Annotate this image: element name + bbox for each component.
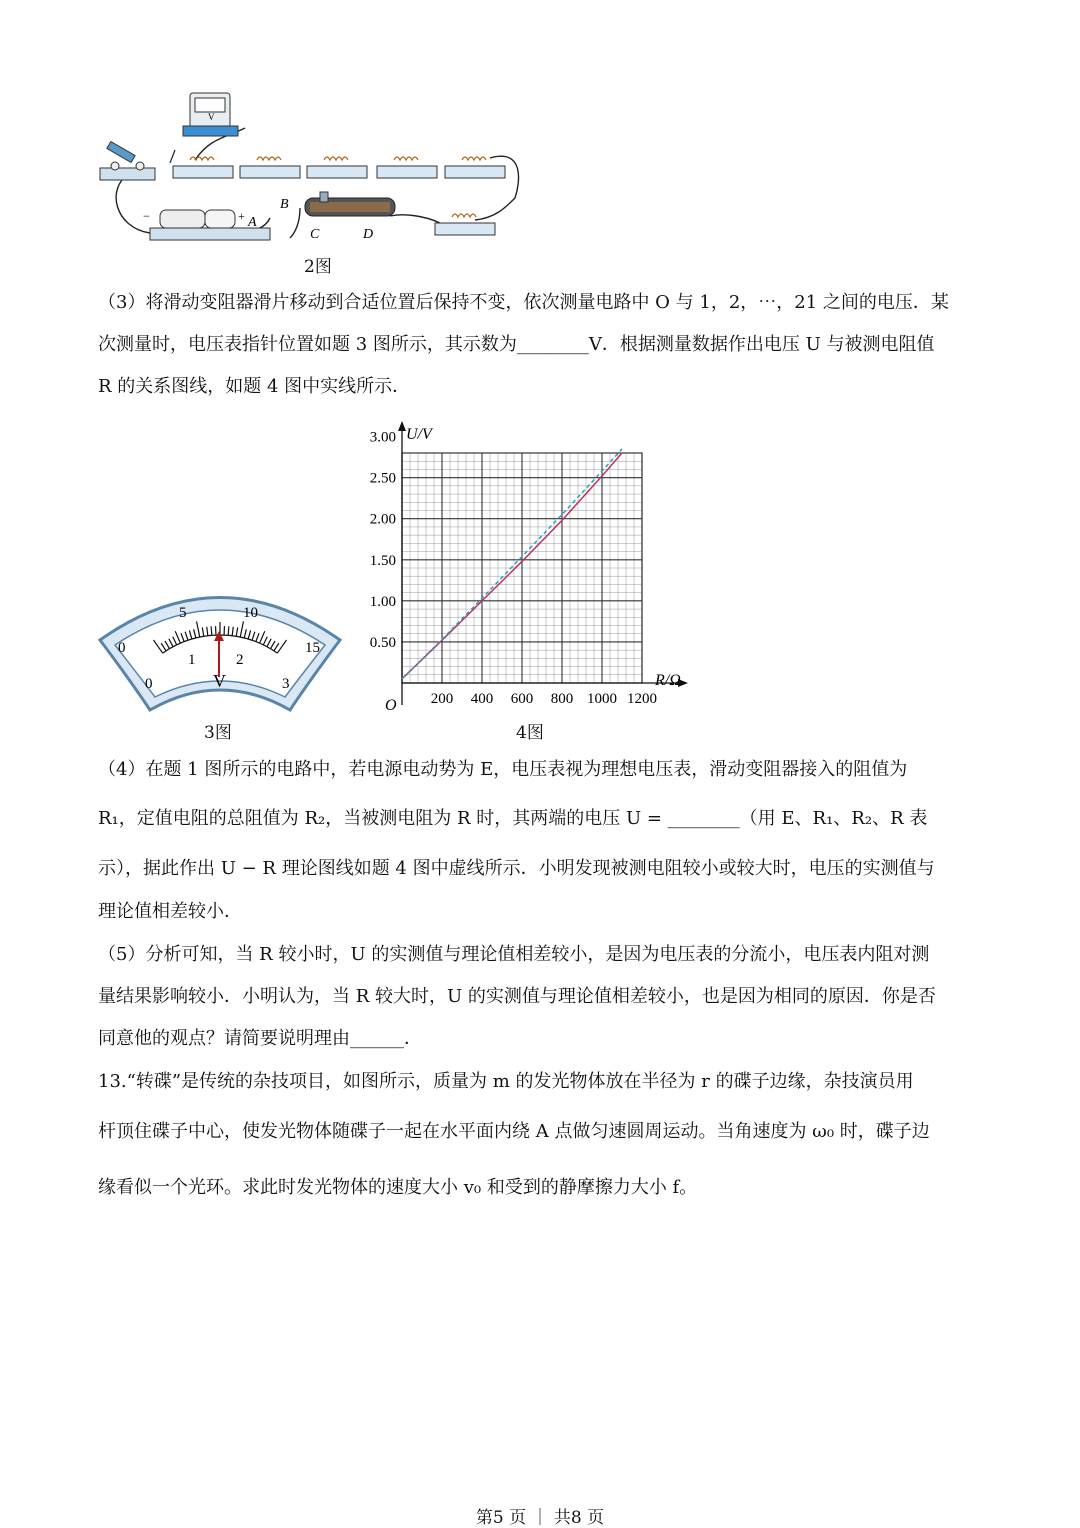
inner-0: 0 — [145, 676, 153, 692]
q5-line3: 同意他的观点？请简要说明理由______． — [98, 1028, 978, 1049]
q4-line3: 示），据此作出 U − R 理论图线如题 4 图中虚线所示．小明发现被测电阻较小或较大时，电压的实测值与 — [98, 858, 978, 879]
x-tick-label: 800 — [551, 691, 574, 707]
y-tick-label: 2.00 — [370, 512, 396, 528]
inner-3: 3 — [282, 676, 290, 692]
q13-line2: 杆顶住碟子中心，使发光物体随碟子一起在水平面内绕 A 点做匀速圆周运动。当角速度为 ω₀ 时，碟子边 — [98, 1121, 978, 1142]
q3-line1: （3）将滑动变阻器滑片移动到合适位置后保持不变，依次测量电路中 O 与 1，2，⋯，21 之间的电压．某 — [98, 292, 978, 313]
theory-line — [402, 449, 622, 679]
x-tick-label: 400 — [471, 691, 494, 707]
voltmeter-dial-figure — [95, 585, 345, 720]
q4-line1: （4）在题 1 图所示的电路中，若电源电动势为 E，电压表视为理想电压表，滑动变阻器接入的阻值为 — [98, 759, 978, 780]
label-B: B — [280, 197, 289, 212]
y-tick-label: 1.50 — [370, 553, 396, 569]
fig2-caption: 2图 — [304, 252, 332, 277]
y-tick-label: 1.00 — [370, 594, 396, 610]
origin-label: O — [385, 697, 397, 714]
y-tick-label: 3.00 — [370, 430, 396, 446]
q5-line2: 量结果影响较小．小明认为，当 R 较大时，U 的实测值与理论值相差较小，也是因为相同的原因．你是否 — [98, 986, 978, 1007]
label-D: D — [362, 227, 373, 242]
fig4-caption: 4图 — [516, 718, 544, 743]
label-minus: − — [143, 209, 150, 223]
q3-line2: 次测量时，电压表指针位置如题 3 图所示，其示数为________V．根据测量数据作出电压 U 与被测电阻值 — [98, 334, 978, 355]
q4-line2: R₁，定值电阻的总阻值为 R₂，当被测电阻为 R 时，其两端的电压 U = ________（用 E、R₁、R₂、R 表 — [98, 808, 978, 829]
label-A: A — [247, 215, 257, 230]
q4-line4: 理论值相差较小． — [98, 901, 978, 922]
y-tick-label: 0.50 — [370, 635, 396, 651]
q3-line3: R 的关系图线，如题 4 图中实线所示． — [98, 376, 978, 397]
fig3-caption: 3图 — [204, 718, 232, 743]
page-footer: 第5 页 ｜ 共8 页 — [0, 1503, 1080, 1528]
dial-unit: V — [213, 671, 226, 691]
ur-chart — [350, 415, 700, 730]
outer-5: 5 — [179, 605, 187, 621]
x-tick-label: 600 — [511, 691, 534, 707]
inner-2: 2 — [236, 652, 244, 668]
q13-line3: 缘看似一个光环。求此时发光物体的速度大小 v₀ 和受到的静摩擦力大小 f。 — [98, 1177, 978, 1198]
label-C: C — [310, 227, 320, 242]
x-axis-label: R/Ω — [654, 672, 681, 689]
inner-1: 1 — [188, 652, 196, 668]
circuit-figure — [95, 88, 535, 248]
outer-15: 15 — [305, 640, 320, 656]
y-tick-label: 2.50 — [370, 471, 396, 487]
label-plus: + — [238, 209, 245, 223]
q13-line1: 13.“转碟”是传统的杂技项目，如图所示，质量为 m 的发光物体放在半径为 r 的碟子边缘，杂技演员用 — [98, 1071, 978, 1092]
y-axis-label: U/V — [406, 426, 434, 443]
x-tick-label: 1000 — [587, 691, 617, 707]
x-tick-label: 200 — [431, 691, 454, 707]
outer-0: 0 — [118, 640, 126, 656]
x-tick-label: 1200 — [627, 691, 657, 707]
outer-10: 10 — [243, 605, 258, 621]
voltmeter-label: V — [208, 112, 215, 122]
q5-line1: （5）分析可知，当 R 较小时，U 的实测值与理论值相差较小，是因为电压表的分流小，电压表内阻对测 — [98, 944, 978, 965]
